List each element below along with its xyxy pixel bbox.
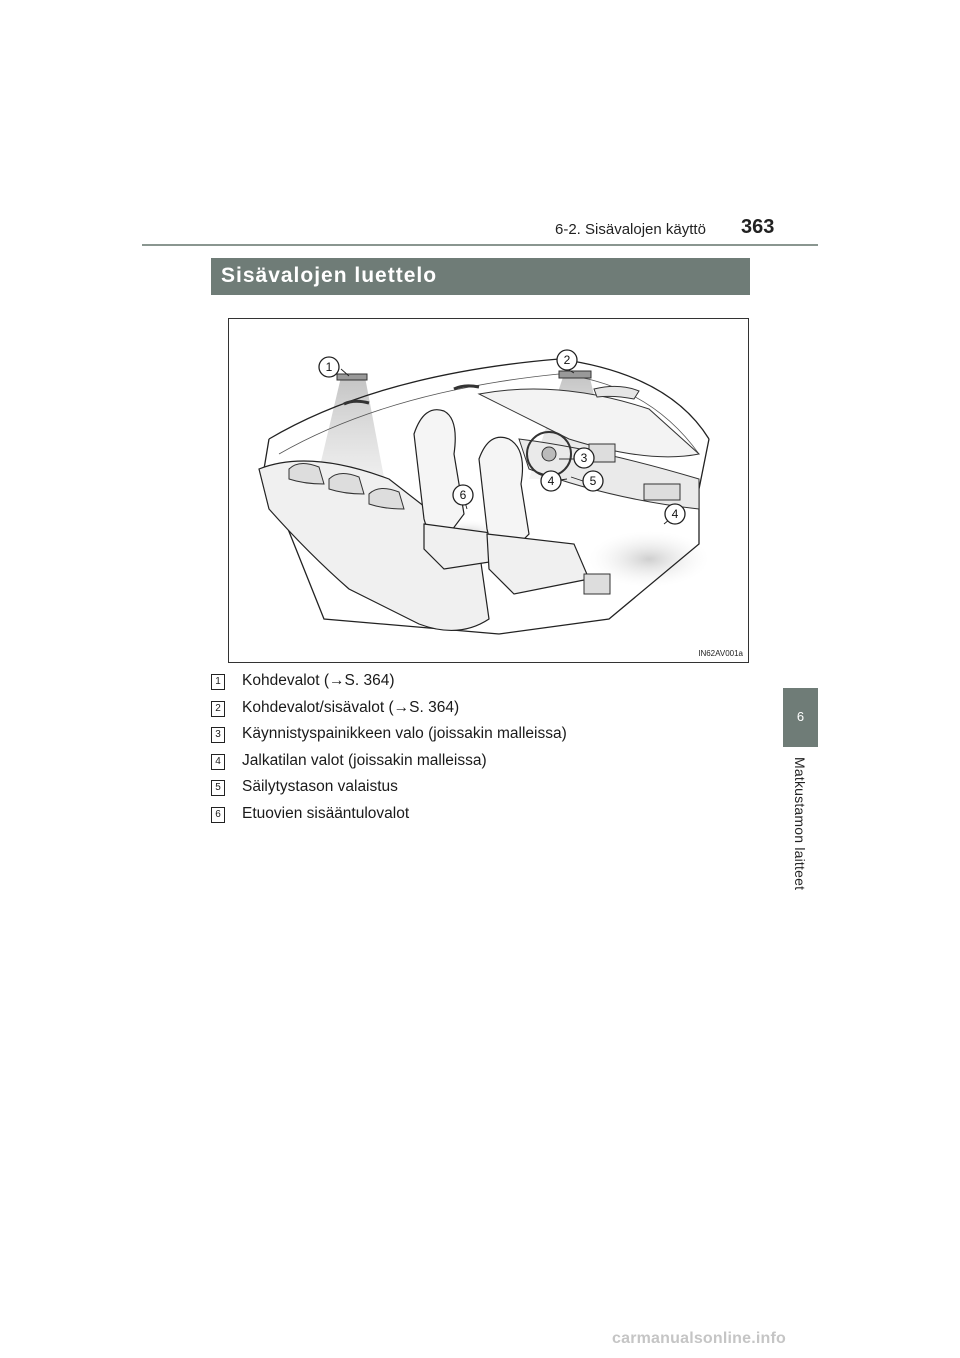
item-number: 6 [211,807,225,823]
callout-4 [541,471,561,491]
item-number: 1 [211,674,225,690]
item-text: Käynnistyspainikkeen valo (joissakin malleissa) [242,725,567,742]
car-interior-drawing [229,319,750,664]
spot-light-lamp [337,374,367,380]
callout-1-label: 1 [325,360,333,374]
watermark: carmanualsonline.info [612,1330,787,1347]
callout-5 [583,471,603,491]
item-text: Säilytystason valaistus [242,778,398,795]
item-number: 2 [211,701,225,717]
interior-lights-illustration [228,318,749,663]
header-divider [142,244,818,246]
overhead-lamp [559,371,591,378]
chapter-title: Matkustamon laitteet [792,757,808,891]
callout-4-footwell-label: 4 [671,507,679,521]
item-text: Etuovien sisääntulovalot [242,804,410,822]
callout-2-label: 2 [563,353,571,367]
callout-6 [453,485,473,505]
callout-4-footwell [665,504,685,524]
callout-3 [574,448,594,468]
section-title-bar [211,258,750,295]
callout-4-label: 4 [547,474,555,488]
callout-5-label: 5 [589,474,597,488]
seat-switch-icon [584,574,610,594]
callout-2 [557,350,577,370]
item-text: Jalkatilan valot (joissakin malleissa) [242,751,487,769]
item-number: 4 [211,754,225,770]
section-header: 6-2. Sisävalojen käyttö [555,221,706,238]
page-number: 363 [741,216,775,238]
callout-6-label: 6 [459,488,467,502]
item-number: 5 [211,780,225,796]
callout-1 [319,357,339,377]
item-text: Kohdevalot (→S. 364) [242,672,395,689]
callout-3-label: 3 [580,451,588,465]
item-text: Kohdevalot/sisävalot (→S. 364) [242,698,460,716]
chapter-number: 6 [796,709,805,724]
item-number: 3 [211,727,225,743]
section-title: Sisävalojen luettelo [221,264,438,287]
figure-code: IN62AV001a [698,649,743,658]
